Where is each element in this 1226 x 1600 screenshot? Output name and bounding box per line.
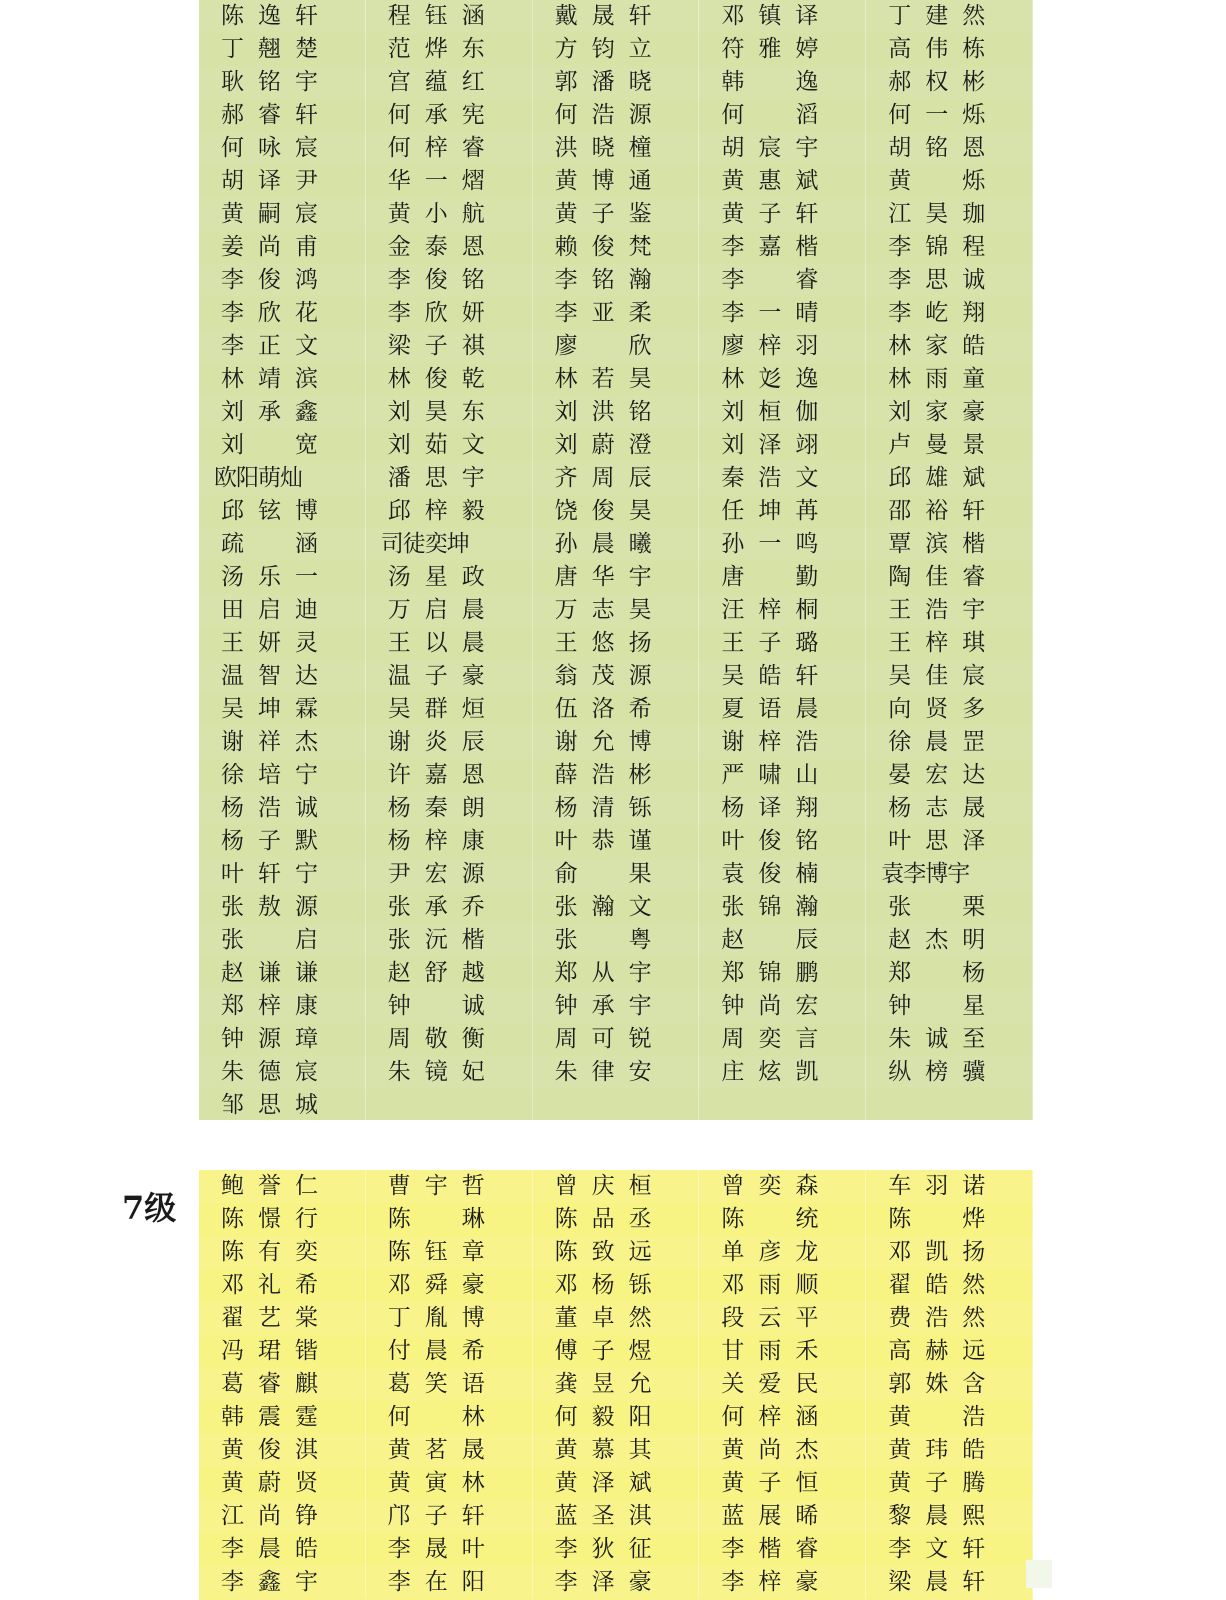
student-name-cell: 邝 子 轩 [366,1500,533,1533]
student-name-cell: 陈 致 远 [533,1236,700,1269]
name-row [199,66,1033,99]
student-name-cell: 郭 姝 含 [866,1368,1033,1401]
student-name-cell: 何 咏 宸 [199,132,366,165]
student-name-cell: 郝 睿 轩 [199,99,366,132]
student-name-cell: 李 锦 程 [866,231,1033,264]
student-name-cell: 汤 乐 一 [199,561,366,594]
student-name-cell: 李 晨 皓 [199,1533,366,1566]
student-name-cell: 葛 睿 麒 [199,1368,366,1401]
student-name-cell: 黄 惠 斌 [699,165,866,198]
student-name-cell: 黄 玮 皓 [866,1434,1033,1467]
student-name-cell: 黄 子 鉴 [533,198,700,231]
student-name-cell: 谢 炎 辰 [366,726,533,759]
student-name-cell: 黄 子 腾 [866,1467,1033,1500]
student-name-cell: 孙 晨 曦 [533,528,700,561]
student-name-cell: 费 浩 然 [866,1302,1033,1335]
student-name-cell: 翁 茂 源 [533,660,700,693]
student-name-cell: 林 靖 滨 [199,363,366,396]
name-row [199,1434,1033,1467]
student-name-cell: 王 以 晨 [366,627,533,660]
name-row [199,1401,1033,1434]
name-row [199,165,1033,198]
name-row [199,858,1033,891]
student-name-cell: 谢 梓 浩 [699,726,866,759]
student-name-cell: 李 狄 征 [533,1533,700,1566]
student-name-cell: 刘 泽 翊 [699,429,866,462]
name-row [199,825,1033,858]
student-name-cell: 邓 杨 铄 [533,1269,700,1302]
student-name-cell: 欧阳萌灿 [199,462,366,495]
student-name-cell: 李 在 阳 [366,1566,533,1599]
student-name-cell: 向 贤 多 [866,693,1033,726]
student-name-cell: 钟 尚 宏 [699,990,866,1023]
student-name-cell: 李 铭 瀚 [533,264,700,297]
name-row [199,561,1033,594]
student-name-cell: 齐 周 辰 [533,462,700,495]
student-name-cell: 李 正 文 [199,330,366,363]
student-name-cell: 冯 珺 锴 [199,1335,366,1368]
student-name-cell: 叶 思 泽 [866,825,1033,858]
page-corner-tab [1026,1560,1052,1588]
student-name-cell: 杨 秦 朗 [366,792,533,825]
name-row [199,99,1033,132]
student-name-cell: 张 沅 楷 [366,924,533,957]
student-name-cell: 蓝 展 晞 [699,1500,866,1533]
student-name-cell: 汪 梓 桐 [699,594,866,627]
student-name-cell: 张 粤 [533,924,700,957]
student-name-cell: 陈 憬 行 [199,1203,366,1236]
student-name-cell: 黄 博 通 [533,165,700,198]
student-name-cell: 钟 星 [866,990,1033,1023]
student-name-cell: 郝 权 彬 [866,66,1033,99]
student-name-cell: 胡 铭 恩 [866,132,1033,165]
student-name-cell: 薛 浩 彬 [533,759,700,792]
student-name-cell: 陈 琳 [366,1203,533,1236]
student-name-cell: 饶 俊 昊 [533,495,700,528]
student-name-cell: 何 浩 源 [533,99,700,132]
student-name-cell: 符 雅 婷 [699,33,866,66]
student-name-cell [699,1089,866,1122]
student-name-cell: 叶 俊 铭 [699,825,866,858]
student-name-cell: 邹 思 城 [199,1089,366,1122]
student-name-cell: 万 启 晨 [366,594,533,627]
student-name-cell: 赖 俊 梵 [533,231,700,264]
student-name-cell [366,1089,533,1122]
name-row [199,132,1033,165]
student-name-cell: 廖 梓 羽 [699,330,866,363]
student-name-cell: 鲍 誉 仁 [199,1170,366,1203]
student-name-cell: 吴 坤 霖 [199,693,366,726]
student-name-cell: 钟 诚 [366,990,533,1023]
student-name-cell: 杨 志 晟 [866,792,1033,825]
student-name-cell: 洪 晓 橦 [533,132,700,165]
grade-6-name-table [199,0,1033,1120]
name-row [199,429,1033,462]
student-name-cell: 张 栗 [866,891,1033,924]
student-name-cell [533,1089,700,1122]
student-name-cell: 刘 昊 东 [366,396,533,429]
student-name-cell: 王 梓 琪 [866,627,1033,660]
student-name-cell: 黄 慕 其 [533,1434,700,1467]
student-name-cell: 高 伟 栋 [866,33,1033,66]
name-row [199,462,1033,495]
student-name-cell: 黄 子 恒 [699,1467,866,1500]
student-name-cell: 温 子 豪 [366,660,533,693]
student-name-cell: 黄 茗 晟 [366,1434,533,1467]
name-row [199,693,1033,726]
name-row [199,759,1033,792]
student-name-cell: 黄 烁 [866,165,1033,198]
name-row [199,957,1033,990]
student-name-cell: 黄 浩 [866,1401,1033,1434]
student-name-cell: 杨 梓 康 [366,825,533,858]
student-name-cell: 邱 梓 毅 [366,495,533,528]
student-name-cell: 覃 滨 楷 [866,528,1033,561]
name-row [199,198,1033,231]
student-name-cell: 邓 雨 顺 [699,1269,866,1302]
student-name-cell: 李 俊 鸿 [199,264,366,297]
student-name-cell: 姜 尚 甫 [199,231,366,264]
student-name-cell: 汤 星 政 [366,561,533,594]
student-name-cell: 梁 子 祺 [366,330,533,363]
student-name-cell: 邓 镇 译 [699,0,866,33]
student-name-cell: 袁 俊 楠 [699,858,866,891]
student-name-cell: 万 志 昊 [533,594,700,627]
student-name-cell: 王 悠 扬 [533,627,700,660]
name-row [199,1203,1033,1236]
name-row [199,330,1033,363]
student-name-cell: 邵 裕 轩 [866,495,1033,528]
student-name-cell: 疏 涵 [199,528,366,561]
student-name-cell: 朱 诚 至 [866,1023,1033,1056]
name-row [199,396,1033,429]
student-name-cell: 刘 桓 伽 [699,396,866,429]
name-row [199,627,1033,660]
student-name-cell: 孙 一 鸣 [699,528,866,561]
student-name-cell: 刘 茹 文 [366,429,533,462]
student-name-cell: 赵 杰 明 [866,924,1033,957]
student-name-cell: 车 羽 诺 [866,1170,1033,1203]
student-name-cell: 刘 家 豪 [866,396,1033,429]
student-name-cell: 袁李博宇 [866,858,1033,891]
student-name-cell: 廖 欣 [533,330,700,363]
student-name-cell: 黄 俊 淇 [199,1434,366,1467]
student-name-cell: 赵 谦 谦 [199,957,366,990]
student-name-cell: 周 敬 衡 [366,1023,533,1056]
student-name-cell: 黄 寅 林 [366,1467,533,1500]
student-name-cell: 翟 艺 棠 [199,1302,366,1335]
student-name-cell: 赵 辰 [699,924,866,957]
name-row [199,1467,1033,1500]
grade-7-label: 7级 [122,1189,177,1227]
name-row [199,1368,1033,1401]
student-name-cell: 高 赫 远 [866,1335,1033,1368]
student-name-cell: 谢 祥 杰 [199,726,366,759]
name-row [199,495,1033,528]
student-name-cell: 纵 榜 骥 [866,1056,1033,1089]
student-name-cell: 张 瀚 文 [533,891,700,924]
student-name-cell: 李 欣 妍 [366,297,533,330]
student-name-cell: 杨 清 铄 [533,792,700,825]
student-name-cell: 邓 礼 希 [199,1269,366,1302]
student-name-cell: 龚 昱 允 [533,1368,700,1401]
student-name-cell: 李 亚 柔 [533,297,700,330]
student-name-cell: 唐 勤 [699,561,866,594]
name-row [199,891,1033,924]
name-row [199,1236,1033,1269]
student-name-cell: 李 文 轩 [866,1533,1033,1566]
name-row [199,660,1033,693]
student-name-cell: 邓 舜 豪 [366,1269,533,1302]
student-name-cell: 范 烨 东 [366,33,533,66]
student-name-cell: 付 晨 希 [366,1335,533,1368]
student-name-cell: 陈 有 奕 [199,1236,366,1269]
student-name-cell: 吴 皓 轩 [699,660,866,693]
student-name-cell: 华 一 熠 [366,165,533,198]
student-name-cell: 林 俊 乾 [366,363,533,396]
student-name-cell: 张 锦 瀚 [699,891,866,924]
student-name-cell: 何 一 烁 [866,99,1033,132]
student-name-cell: 钟 源 璋 [199,1023,366,1056]
student-name-cell: 何 毅 阳 [533,1401,700,1434]
student-name-cell: 王 妍 灵 [199,627,366,660]
student-name-cell: 周 奕 言 [699,1023,866,1056]
student-name-cell: 伍 洛 希 [533,693,700,726]
student-name-cell: 王 子 璐 [699,627,866,660]
student-name-cell: 杨 译 翔 [699,792,866,825]
student-name-cell: 郑 从 宇 [533,957,700,990]
student-name-cell: 刘 宽 [199,429,366,462]
student-name-cell: 黄 泽 斌 [533,1467,700,1500]
student-name-cell: 翟 皓 然 [866,1269,1033,1302]
student-name-cell: 李 俊 铭 [366,264,533,297]
name-row [199,264,1033,297]
name-row [199,1533,1033,1566]
student-name-cell: 李 一 晴 [699,297,866,330]
student-name-cell: 胡 宸 宇 [699,132,866,165]
name-row [199,231,1033,264]
student-name-cell: 韩 震 霆 [199,1401,366,1434]
student-name-cell: 徐 培 宁 [199,759,366,792]
student-name-cell: 丁 翹 楚 [199,33,366,66]
student-name-cell: 郑 锦 鹏 [699,957,866,990]
student-name-cell: 李 思 诚 [866,264,1033,297]
student-name-cell: 郑 杨 [866,957,1033,990]
student-name-cell: 曹 宇 哲 [366,1170,533,1203]
student-name-cell: 李 晟 叶 [366,1533,533,1566]
name-row [199,0,1033,33]
student-name-cell: 何 梓 睿 [366,132,533,165]
name-row [199,990,1033,1023]
student-name-cell: 郑 梓 康 [199,990,366,1023]
student-name-cell: 黄 子 轩 [699,198,866,231]
student-name-cell: 黎 晨 熙 [866,1500,1033,1533]
student-name-cell: 任 坤 苒 [699,495,866,528]
name-row [199,924,1033,957]
student-name-cell: 黄 蔚 贤 [199,1467,366,1500]
student-name-cell: 陶 佳 睿 [866,561,1033,594]
student-name-cell: 林 彣 逸 [699,363,866,396]
student-name-cell: 单 彦 龙 [699,1236,866,1269]
student-name-cell: 甘 雨 禾 [699,1335,866,1368]
student-name-cell: 程 钰 涵 [366,0,533,33]
student-name-cell: 黄 小 航 [366,198,533,231]
student-name-cell: 邓 凯 扬 [866,1236,1033,1269]
name-row [199,1335,1033,1368]
student-name-cell: 胡 译 尹 [199,165,366,198]
name-row [199,528,1033,561]
student-name-cell: 蓝 圣 淇 [533,1500,700,1533]
student-name-cell: 赵 舒 越 [366,957,533,990]
grade-7-name-table [199,1170,1033,1600]
student-name-cell: 谢 允 博 [533,726,700,759]
student-name-cell: 金 泰 恩 [366,231,533,264]
student-name-cell: 李 嘉 楷 [699,231,866,264]
student-name-cell: 陈 品 丞 [533,1203,700,1236]
student-name-cell: 林 若 昊 [533,363,700,396]
student-name-cell: 陈 烨 [866,1203,1033,1236]
student-name-cell: 刘 洪 铭 [533,396,700,429]
student-name-cell: 梁 晨 轩 [866,1566,1033,1599]
student-name-cell: 唐 华 宇 [533,561,700,594]
student-name-cell: 叶 恭 谨 [533,825,700,858]
name-row [199,1566,1033,1599]
student-name-cell: 张 敖 源 [199,891,366,924]
student-name-cell: 李 鑫 宇 [199,1566,366,1599]
student-name-cell: 丁 建 然 [866,0,1033,33]
name-row [199,1302,1033,1335]
student-name-cell: 郭 潘 晓 [533,66,700,99]
student-name-cell: 李 屹 翔 [866,297,1033,330]
name-row [199,363,1033,396]
student-name-cell [866,1089,1033,1122]
student-name-cell: 何 梓 涵 [699,1401,866,1434]
student-name-cell: 陈 统 [699,1203,866,1236]
student-name-cell: 邱 铉 博 [199,495,366,528]
student-name-cell: 钟 承 宇 [533,990,700,1023]
student-name-cell: 张 启 [199,924,366,957]
student-name-cell: 张 承 乔 [366,891,533,924]
name-row [199,1500,1033,1533]
student-name-cell: 江 昊 珈 [866,198,1033,231]
student-name-cell: 关 爱 民 [699,1368,866,1401]
student-name-cell: 戴 晟 轩 [533,0,700,33]
student-name-cell: 韩 逸 [699,66,866,99]
student-name-cell: 王 浩 宇 [866,594,1033,627]
name-row [199,594,1033,627]
student-name-cell: 李 梓 豪 [699,1566,866,1599]
name-row [199,1170,1033,1203]
student-name-cell: 潘 思 宇 [366,462,533,495]
student-name-cell: 刘 承 鑫 [199,396,366,429]
student-name-cell: 田 启 迪 [199,594,366,627]
student-name-cell: 傅 子 煜 [533,1335,700,1368]
name-row [199,1089,1033,1122]
student-name-cell: 严 啸 山 [699,759,866,792]
student-name-cell: 尹 宏 源 [366,858,533,891]
student-name-cell: 黄 嗣 宸 [199,198,366,231]
student-name-cell: 朱 镜 妃 [366,1056,533,1089]
student-name-cell: 林 雨 童 [866,363,1033,396]
student-name-cell: 杨 子 默 [199,825,366,858]
student-name-cell: 吴 佳 宸 [866,660,1033,693]
student-name-cell: 何 滔 [699,99,866,132]
student-name-cell: 丁 胤 博 [366,1302,533,1335]
student-name-cell: 许 嘉 恩 [366,759,533,792]
student-name-cell: 温 智 达 [199,660,366,693]
student-name-cell: 宫 蕴 红 [366,66,533,99]
student-name-cell: 林 家 皓 [866,330,1033,363]
name-row [199,297,1033,330]
name-row [199,1269,1033,1302]
student-name-cell: 李 欣 花 [199,297,366,330]
student-name-cell: 黄 尚 杰 [699,1434,866,1467]
student-name-cell: 徐 晨 罡 [866,726,1033,759]
student-name-cell: 耿 铭 宇 [199,66,366,99]
student-name-cell: 李 睿 [699,264,866,297]
student-name-cell: 俞 果 [533,858,700,891]
student-name-cell: 段 云 平 [699,1302,866,1335]
student-name-cell: 秦 浩 文 [699,462,866,495]
student-name-cell: 夏 语 晨 [699,693,866,726]
student-name-cell: 方 钧 立 [533,33,700,66]
student-name-cell: 董 卓 然 [533,1302,700,1335]
student-name-cell: 叶 轩 宁 [199,858,366,891]
student-name-cell: 陈 逸 轩 [199,0,366,33]
student-name-cell: 江 尚 铮 [199,1500,366,1533]
name-row [199,1023,1033,1056]
student-name-cell: 吴 群 烜 [366,693,533,726]
name-row [199,726,1033,759]
student-name-cell: 卢 曼 景 [866,429,1033,462]
student-name-cell: 陈 钰 章 [366,1236,533,1269]
student-name-cell: 曾 庆 桓 [533,1170,700,1203]
student-name-cell: 晏 宏 达 [866,759,1033,792]
student-name-cell: 邱 雄 斌 [866,462,1033,495]
student-name-cell: 庄 炫 凯 [699,1056,866,1089]
student-name-cell: 刘 蔚 澄 [533,429,700,462]
student-name-cell: 何 承 宪 [366,99,533,132]
student-name-cell: 何 林 [366,1401,533,1434]
student-name-cell: 李 楷 睿 [699,1533,866,1566]
name-row [199,792,1033,825]
student-name-cell: 曾 奕 森 [699,1170,866,1203]
student-name-cell: 司徒奕坤 [366,528,533,561]
student-name-cell: 朱 律 安 [533,1056,700,1089]
student-name-cell: 朱 德 宸 [199,1056,366,1089]
student-name-cell: 李 泽 豪 [533,1566,700,1599]
student-name-cell: 葛 笑 语 [366,1368,533,1401]
student-name-cell: 周 可 锐 [533,1023,700,1056]
student-name-cell: 杨 浩 诚 [199,792,366,825]
name-row [199,33,1033,66]
name-row [199,1056,1033,1089]
